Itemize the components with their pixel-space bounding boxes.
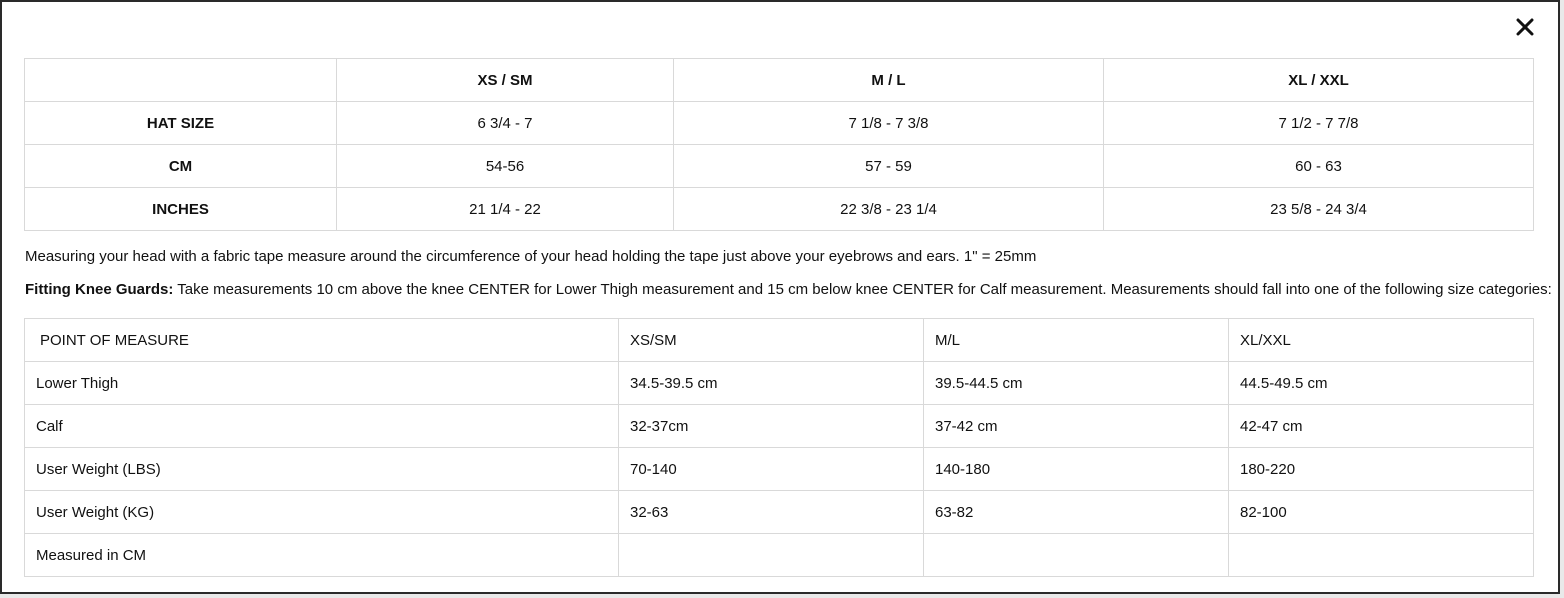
row-label: HAT SIZE	[25, 102, 337, 145]
header-cell-point-of-measure: POINT OF MEASURE	[25, 319, 619, 362]
table-row	[25, 188, 1534, 231]
table-cell: 22 3/8 - 23 1/4	[674, 188, 1104, 231]
table-cell: 32-63	[619, 491, 924, 534]
table-row	[25, 405, 1534, 448]
table-cell: 180-220	[1229, 448, 1534, 491]
header-cell-xl-xxl: XL/XXL	[1229, 319, 1534, 362]
header-cell	[25, 59, 337, 102]
header-cell-xs-sm: XS / SM	[337, 59, 674, 102]
table-cell: 7 1/2 - 7 7/8	[1104, 102, 1534, 145]
table-cell: 57 - 59	[674, 145, 1104, 188]
close-icon	[1516, 18, 1534, 36]
table-cell: 37-42 cm	[924, 405, 1229, 448]
table-header-row	[25, 59, 1534, 102]
row-label: INCHES	[25, 188, 337, 231]
table-cell: 7 1/8 - 7 3/8	[674, 102, 1104, 145]
table-cell: 23 5/8 - 24 3/4	[1104, 188, 1534, 231]
header-cell-xs-sm: XS/SM	[619, 319, 924, 362]
table-cell	[924, 534, 1229, 577]
header-cell-xl-xxl: XL / XXL	[1104, 59, 1534, 102]
knee-guard-note	[25, 281, 1552, 298]
knee-guard-note-text: Take measurements 10 cm above the knee CENTER for Lower Thigh measurement and 15 cm below knee CENTER for Calf measurement. Measurements should fall into one of the following size categories:	[173, 281, 1552, 298]
table-cell: 21 1/4 - 22	[337, 188, 674, 231]
table-row	[25, 145, 1534, 188]
row-label: User Weight (LBS)	[25, 448, 619, 491]
table-row	[25, 534, 1534, 577]
table-cell: 44.5-49.5 cm	[1229, 362, 1534, 405]
row-label: Calf	[25, 405, 619, 448]
table-row	[25, 448, 1534, 491]
row-label: User Weight (KG)	[25, 491, 619, 534]
knee-guard-size-table	[24, 318, 1534, 577]
header-cell-m-l: M/L	[924, 319, 1229, 362]
measuring-note: Measuring your head with a fabric tape measure around the circumference of your head holding the tape just above your eyebrows and ears. 1" = 25mm	[25, 248, 1037, 265]
table-cell: 82-100	[1229, 491, 1534, 534]
table-cell: 34.5-39.5 cm	[619, 362, 924, 405]
table-cell: 42-47 cm	[1229, 405, 1534, 448]
table-cell: 140-180	[924, 448, 1229, 491]
row-label: Measured in CM	[25, 534, 619, 577]
hat-size-table	[24, 58, 1534, 231]
table-cell: 6 3/4 - 7	[337, 102, 674, 145]
table-cell: 32-37cm	[619, 405, 924, 448]
table-cell: 60 - 63	[1104, 145, 1534, 188]
table-row	[25, 362, 1534, 405]
close-button[interactable]	[1510, 12, 1540, 42]
table-cell: 39.5-44.5 cm	[924, 362, 1229, 405]
table-cell: 54-56	[337, 145, 674, 188]
table-cell: 70-140	[619, 448, 924, 491]
table-row	[25, 491, 1534, 534]
table-header-row	[25, 319, 1534, 362]
row-label: CM	[25, 145, 337, 188]
table-cell	[1229, 534, 1534, 577]
row-label: Lower Thigh	[25, 362, 619, 405]
knee-guard-note-label: Fitting Knee Guards:	[25, 281, 174, 298]
table-cell	[619, 534, 924, 577]
table-cell: 63-82	[924, 491, 1229, 534]
header-cell-m-l: M / L	[674, 59, 1104, 102]
table-row	[25, 102, 1534, 145]
